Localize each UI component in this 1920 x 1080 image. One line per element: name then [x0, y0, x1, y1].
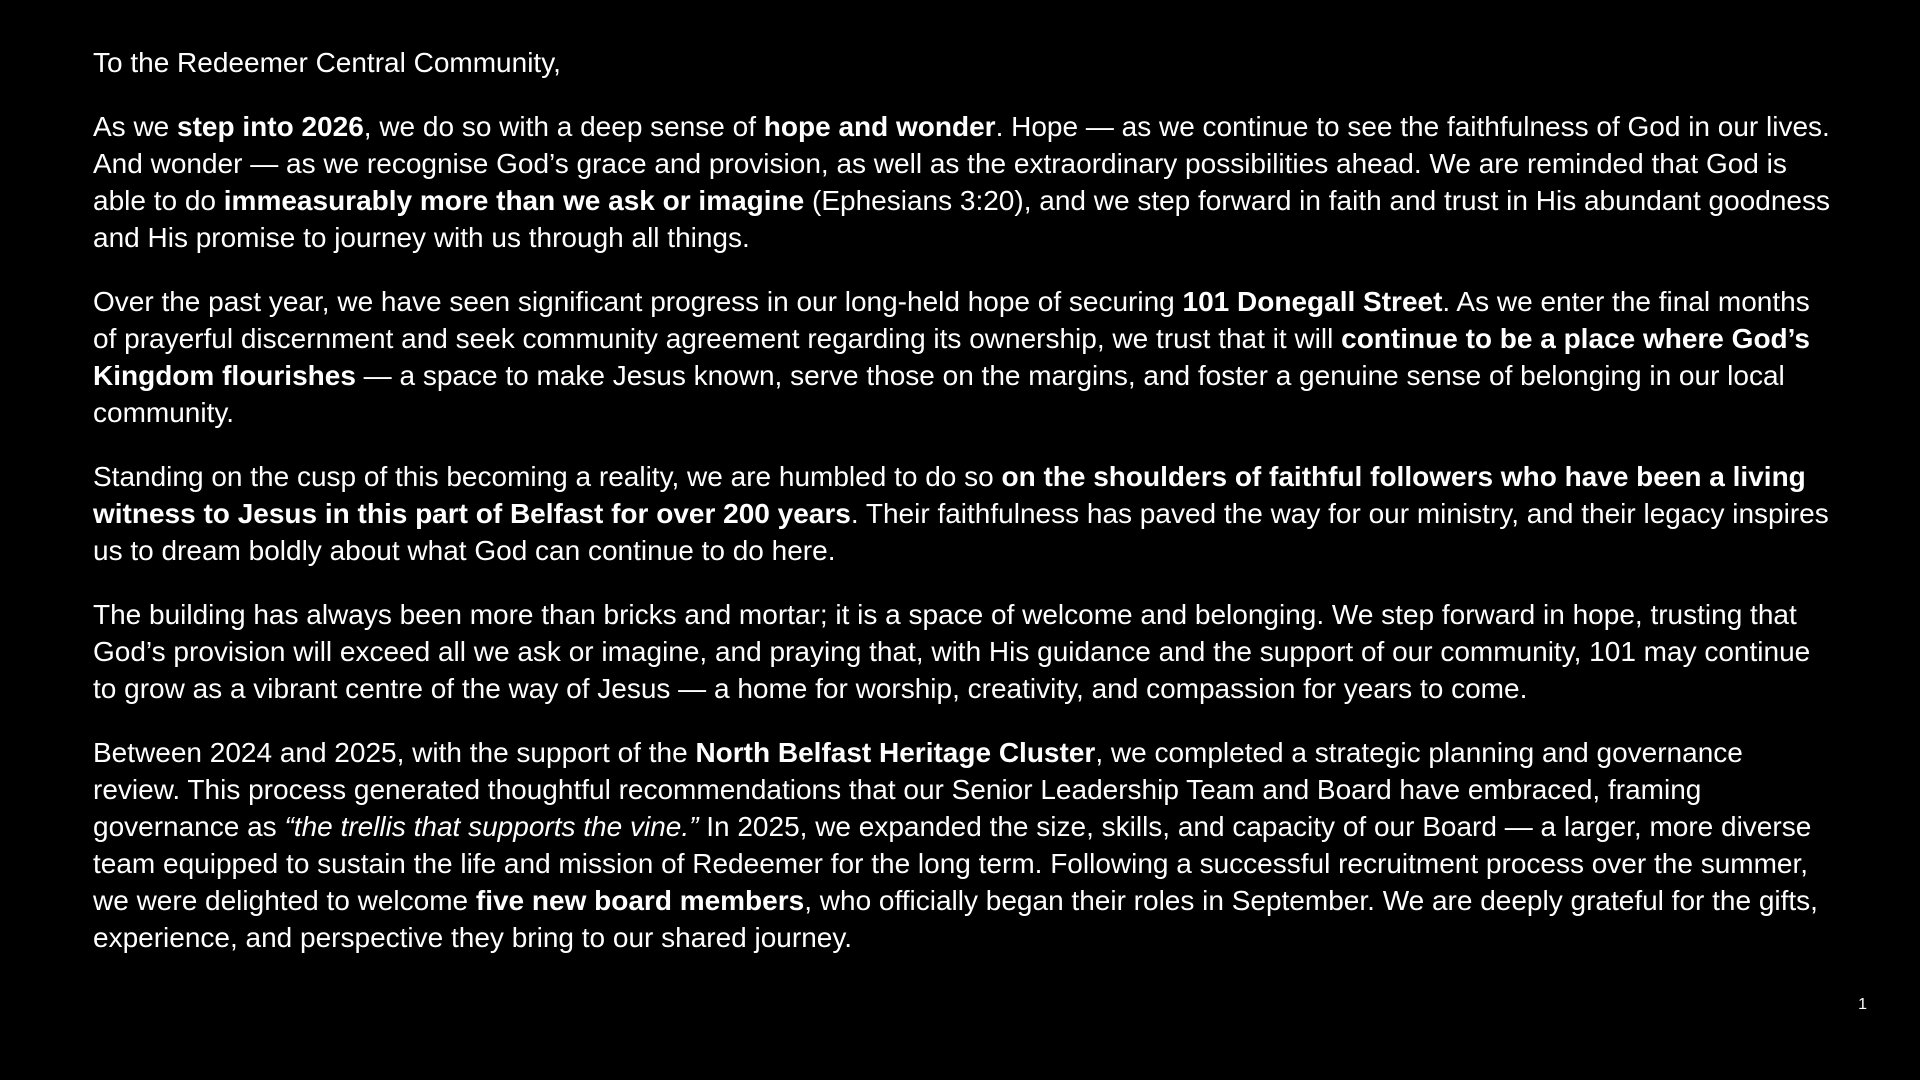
bold-text-segment: hope and wonder: [763, 111, 996, 142]
bold-text-segment: North Belfast Heritage Cluster: [695, 737, 1096, 768]
text-segment: . As we enter the final months of prayerful discernment and seek community agreement regarding its ownership, we trust that it will: [93, 286, 1810, 354]
bold-text-segment: five new board members: [475, 885, 805, 916]
paragraph-new-year: [93, 108, 1833, 256]
bold-text-segment: on the shoulders of faithful followers who have been a living witness to Jesus in this part of Belfast for over 200 years: [93, 461, 1806, 529]
bold-text-segment: step into 2026: [177, 111, 364, 142]
letter-greeting: To the Redeemer Central Community,: [93, 47, 561, 78]
bold-text-segment: immeasurably more than we ask or imagine: [223, 185, 805, 216]
text-segment: As we: [93, 111, 178, 142]
text-segment: In 2025, we expanded the size, skills, and capacity of our Board — a larger, more diverse team equipped to sustain the life and mission of Redeemer for the long term. Following a successful recruitment process over the summer, we were delighted to welcome: [93, 811, 1812, 916]
page-number: 1: [1858, 996, 1867, 1013]
text-segment: Between 2024 and 2025, with the support of the: [93, 737, 696, 768]
bold-text-segment: continue to be a place where God’s Kingdom flourishes: [93, 323, 1810, 391]
paragraph-donegall-street: [93, 283, 1833, 431]
text-segment: . Their faithfulness has paved the way for our ministry, and their legacy inspires us to dream boldly about what God can continue to do here.: [93, 498, 1829, 566]
text-segment: , we completed a strategic planning and governance review. This process generated thoughtful recommendations that our Senior Leadership Team and Board have embraced, framing governance as: [93, 737, 1743, 842]
text-segment: — a space to make Jesus known, serve those on the margins, and foster a genuine sense of belonging in our local community.: [93, 360, 1785, 428]
text-segment: Over the past year, we have seen significant progress in our long-held hope of securing: [93, 286, 1183, 317]
text-segment: (Ephesians 3:20), and we step forward in faith and trust in His abundant goodness and His promise to journey with us through all things.: [93, 185, 1830, 253]
text-segment: , who officially began their roles in September. We are deeply grateful for the gifts, experience, and perspective they bring to our shared journey.: [93, 885, 1818, 953]
letter-body: [93, 44, 1833, 983]
text-segment: , we do so with a deep sense of: [363, 111, 764, 142]
paragraph-heritage: [93, 458, 1833, 569]
bold-text-segment: 101 Donegall Street: [1182, 286, 1443, 317]
text-segment: . Hope — as we continue to see the faithfulness of God in our lives. And wonder — as we recognise God’s grace and provision, as well as the extraordinary possibilities ahead. We are reminded that God is able to do: [93, 111, 1830, 216]
text-segment: The building has always been more than bricks and mortar; it is a space of welcome and belonging. We step forward in hope, trusting that God’s provision will exceed all we ask or imagine, and praying that, with His guidance and the support of our community, 101 may continue to grow as a vibrant centre of the way of Jesus — a home for worship, creativity, and compassion for years to come.: [93, 599, 1811, 704]
paragraph-governance: [93, 734, 1833, 956]
text-segment: Standing on the cusp of this becoming a reality, we are humbled to do so: [93, 461, 1002, 492]
paragraph-building: [93, 596, 1833, 707]
italic-quote-segment: “the trellis that supports the vine.”: [284, 811, 699, 842]
